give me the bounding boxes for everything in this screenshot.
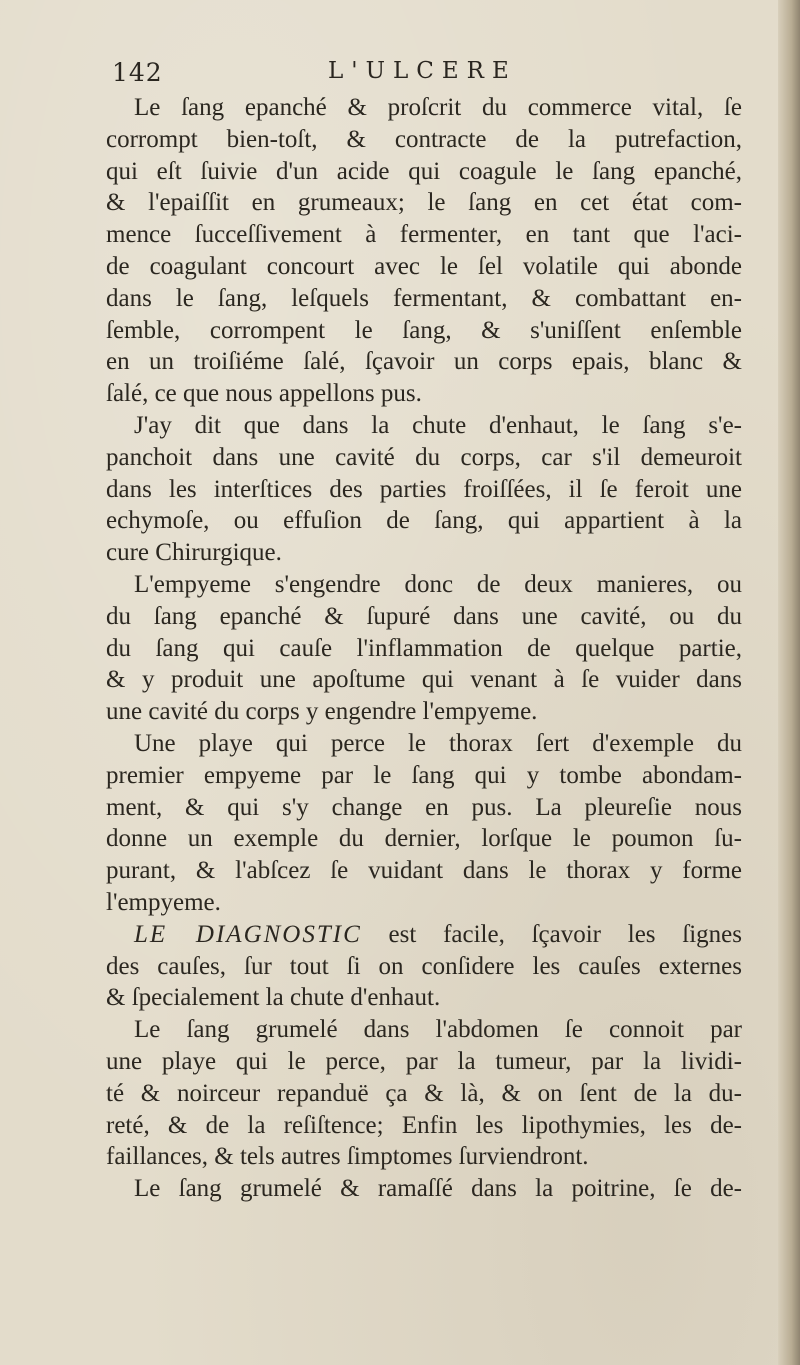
text-line xyxy=(106,124,742,156)
page-header xyxy=(112,58,742,92)
text-line xyxy=(106,823,742,855)
running-title: L'ULCERE xyxy=(328,58,517,84)
text-line xyxy=(106,919,742,951)
text-line xyxy=(106,187,742,219)
text-line xyxy=(106,219,742,251)
text-line xyxy=(106,569,742,601)
text-line-content: purant, & l'abſcez ſe vuidant dans le thorax y forme xyxy=(106,857,742,885)
text-line-content: ſalé, ce que nous appellons pus. xyxy=(106,380,422,408)
text-line-content: J'ay dit que dans la chute d'enhaut, le ſang s'e- xyxy=(134,411,742,439)
text-line-content: dans les interſtices des parties froiſſées, il ſe feroit une xyxy=(106,475,742,503)
text-line-content: des cauſes, ſur tout ſi on conſidere les cauſes externes xyxy=(106,952,742,980)
text-line-content: de coagulant concourt avec le ſel volatile qui abonde xyxy=(106,252,742,280)
text-line-content: Une playe qui perce le thorax ſert d'exemple du xyxy=(134,729,742,757)
text-line-content: & y produit une apoſtume qui venant à ſe vuider dans xyxy=(106,666,742,694)
text-line xyxy=(106,1110,742,1142)
text-line xyxy=(106,1173,742,1205)
text-line-content: en un troiſiéme ſalé, ſçavoir un corps epais, blanc & xyxy=(106,348,742,376)
text-line xyxy=(106,537,742,569)
text-line-content: reté, & de la reſiſtence; Enfin les lipothymies, les de- xyxy=(106,1111,742,1139)
text-line-content: faillances, & tels autres ſimptomes ſurviendront. xyxy=(106,1143,589,1171)
section-lead: LE DIAGNOSTIC xyxy=(134,920,362,948)
text-line xyxy=(106,315,742,347)
text-line-content: panchoit dans une cavité du corps, car s'il demeuroit xyxy=(106,443,742,471)
text-line-content: ſemble, corrompent le ſang, & s'uniſſent enſemble xyxy=(106,316,742,344)
text-line-content: premier empyeme par le ſang qui y tombe abondam- xyxy=(106,761,742,789)
text-line xyxy=(106,1078,742,1110)
text-line xyxy=(106,728,742,760)
text-line-content: mence ſucceſſivement à fermenter, en tant que l'aci- xyxy=(106,221,742,249)
text-line xyxy=(106,982,742,1014)
text-line xyxy=(106,633,742,665)
text-line xyxy=(106,251,742,283)
text-line xyxy=(106,92,742,124)
text-line xyxy=(106,156,742,188)
text-line xyxy=(106,505,742,537)
text-line xyxy=(106,951,742,983)
text-line xyxy=(106,855,742,887)
text-line xyxy=(106,410,742,442)
text-line-content: ment, & qui s'y change en pus. La pleureſie nous xyxy=(106,793,742,821)
text-line xyxy=(106,474,742,506)
text-line xyxy=(106,442,742,474)
text-line-content: une playe qui le perce, par la tumeur, par la lividi- xyxy=(106,1047,742,1075)
text-line-content: l'empyeme. xyxy=(106,888,221,916)
text-line-content: du ſang epanché & ſupuré dans une cavité, ou du xyxy=(106,602,742,630)
text-line-content: Le ſang grumelé dans l'abdomen ſe connoit par xyxy=(134,1016,742,1044)
page-number: 142 xyxy=(112,58,163,87)
text-line-content: corrompt bien-toſt, & contracte de la putrefaction, xyxy=(106,125,742,153)
text-line xyxy=(106,1014,742,1046)
text-line xyxy=(106,378,742,410)
text-line xyxy=(106,346,742,378)
text-line-content: une cavité du corps y engendre l'empyeme. xyxy=(106,698,538,726)
text-line-content: du ſang qui cauſe l'inflammation de quelque partie, xyxy=(106,634,742,662)
text-line xyxy=(106,792,742,824)
text-line-content: est facile, ſçavoir les ſignes xyxy=(388,920,743,948)
text-line xyxy=(106,696,742,728)
page-edge xyxy=(778,0,800,1365)
text-line xyxy=(106,887,742,919)
text-line xyxy=(106,283,742,315)
text-line xyxy=(106,664,742,696)
text-line-content: dans le ſang, leſquels fermentant, & combattant en- xyxy=(106,284,742,312)
text-line-content: cure Chirurgique. xyxy=(106,539,282,567)
text-line xyxy=(106,760,742,792)
text-line xyxy=(106,1046,742,1078)
text-line-content: & l'epaiſſit en grumeaux; le ſang en cet état com- xyxy=(106,189,742,217)
text-line-content: L'empyeme s'engendre donc de deux manieres, ou xyxy=(134,570,742,598)
text-line xyxy=(106,1141,742,1173)
text-line-content: echymoſe, ou effuſion de ſang, qui appartient à la xyxy=(106,507,742,535)
text-line-content: té & noirceur repanduë ça & là, & on ſent de la du- xyxy=(106,1079,742,1107)
text-line-content: Le ſang epanché & proſcrit du commerce vital, ſe xyxy=(134,94,742,121)
body-text xyxy=(106,92,742,1205)
text-line-content: qui eſt ſuivie d'un acide qui coagule le ſang epanché, xyxy=(106,157,742,185)
text-line-content: Le ſang grumelé & ramaſſé dans la poitrine, ſe de- xyxy=(134,1175,742,1203)
text-line-content: & ſpecialement la chute d'enhaut. xyxy=(106,984,441,1012)
text-line-content: donne un exemple du dernier, lorſque le poumon ſu- xyxy=(106,825,742,853)
text-line xyxy=(106,601,742,633)
